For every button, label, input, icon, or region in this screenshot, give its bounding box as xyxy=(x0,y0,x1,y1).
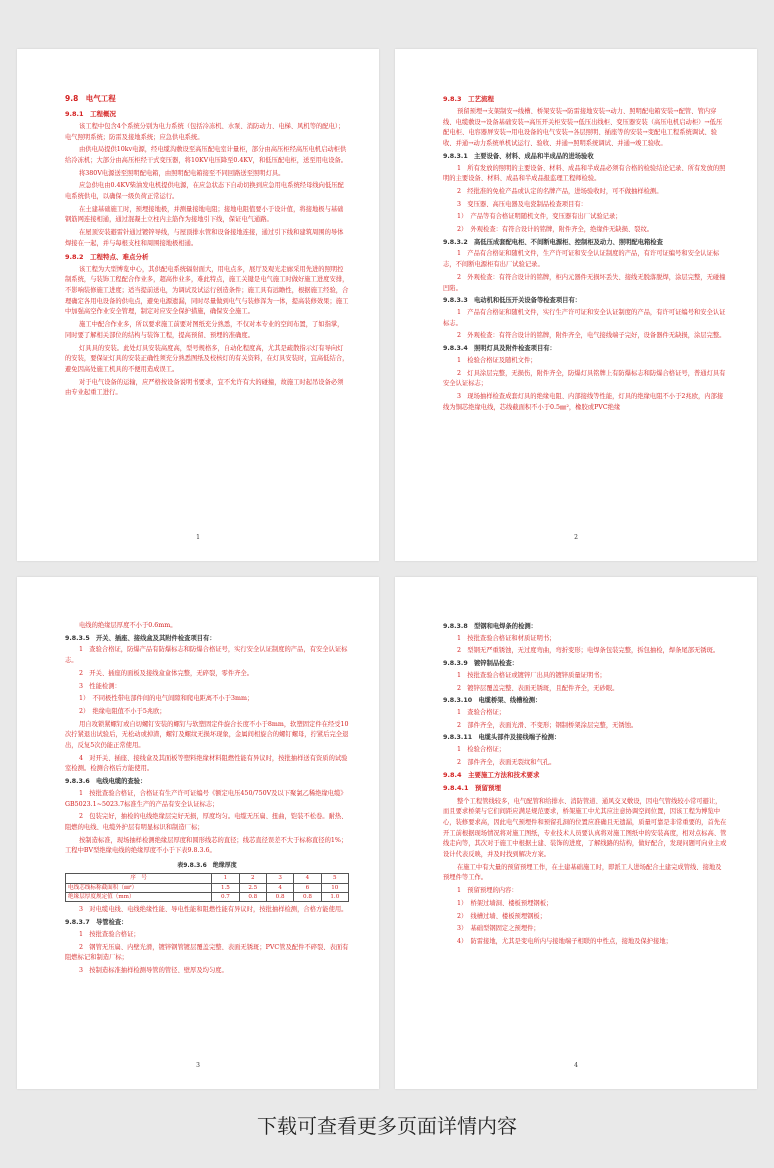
list-item: 2 外观检查：有符合设计的铭牌，柜内元器件无损坏丢失、接线无脱落脱焊，涂层完整，无碰撞凹陷。 xyxy=(443,273,726,292)
table-header-cell: 3 xyxy=(266,874,293,883)
table-cell: 2.5 xyxy=(239,883,266,892)
document-page-2 xyxy=(395,49,757,561)
list-item: 1 查验合格证，防爆产品有防爆标志和防爆合格证号，实行安全认证制度的产品，有安全认证标志。 xyxy=(65,646,348,665)
clause-heading: 9.8.3.6 电线电缆的查验： xyxy=(65,778,147,786)
document-page-4 xyxy=(395,577,757,1089)
table-header-row xyxy=(66,874,349,883)
document-page-3 xyxy=(17,577,379,1089)
list-item: 3 变压器、高压电器及电瓷制品检查项目有： xyxy=(457,200,587,208)
clause-heading: 9.8.3.9 镀锌制品检查： xyxy=(443,660,519,668)
paragraph: 对于电气设备的运输，应严格按设备说明书要求，宜不允许有大的碰撞，故施工时起吊设备必须由专业起重工进行。 xyxy=(65,378,344,397)
paragraph: 按制造标准，现场抽样检测绝缘层厚度和圆形线芯的直径；线芯直径误差不大于标称直径的1%；工程中BV型绝缘电线的绝缘厚度不小于下表9.8.3.6。 xyxy=(65,836,348,855)
clause-heading: 9.8.3.2 高低压成套配电柜、不间断电源柜、控制柜及动力、照明配电箱检查 xyxy=(443,238,663,246)
paragraph: 应急供电由0.4KV柴油发电机提供电源，在应急状态下自动切换到应急用电系统经母线向低压配电系统供电，以确保一级负荷正常运行。 xyxy=(65,182,344,201)
list-item: 1 预留预埋的内容： xyxy=(457,887,518,895)
list-item: 1 产品有合格证和随机文件，实行生产许可证和安全认证制度的产品，有许可证编号和安全认证标志。 xyxy=(443,309,726,327)
list-item: 3） 基础型钢固定之预埋件； xyxy=(457,925,540,933)
section-heading: 9.8 电气工程 xyxy=(65,94,116,103)
list-item: 2 灯具涂层完整，无损伤，附件齐全，防爆灯具铭牌上有防爆标志和防爆合格证号，普通灯具有安全认证标志； xyxy=(443,369,726,388)
document-page-1 xyxy=(17,49,379,561)
clause-heading: 9.8.3.7 导管检查： xyxy=(65,919,128,927)
table-header-cell: 2 xyxy=(239,874,266,883)
table-cell: 4 xyxy=(266,883,293,892)
list-item: 2 经批准的免检产品或认定的名牌产品，进场验收时，可不做抽样检测。 xyxy=(457,187,663,195)
table-row-label: 绝缘层厚度规定值（mm） xyxy=(66,893,212,902)
paragraph: 在施工中有大量的预留预埋工作，在土建基础施工时，即派工人进场配合土建完成管线、接地及预埋件等工作。 xyxy=(443,863,722,882)
clause-heading: 9.8.3.11 电缆头部件及接线端子检测： xyxy=(443,734,561,742)
table-cell: 6 xyxy=(294,883,321,892)
clause-heading: 9.8.3.3 电动机和低压开关设备等检查项目有： xyxy=(443,297,582,305)
subsection-heading: 9.8.2 工程特点、难点分析 xyxy=(65,252,149,261)
page-number: 3 xyxy=(196,1061,200,1069)
paragraph: 将380V电源送至照明配电箱，由照明配电箱接至不同回路送至照明灯具。 xyxy=(79,169,285,177)
subsection-heading: 9.8.1 工程概况 xyxy=(65,109,117,118)
page-content xyxy=(65,621,349,977)
clause-heading: 9.8.3.4 照明灯具及附件检查项目有： xyxy=(443,345,556,353)
list-item: 1 查验合格证； xyxy=(457,708,506,716)
paragraph: 由供电局提供10kv电源，经电缆沟敷设至高压配电室计量柜，部分由高压柜经高压电机启动柜供给冷冻机；大部分由高压柜经干式变压器，将10KV电压降至0.4KV，和低压配电柜，送至用电设备。 xyxy=(65,146,348,164)
paragraph: 整个工程管线较多，电气配管和给排水、消防管道、通风交叉敷设，因电气管线较小常可避让，而且要求桥架与它们间距应满足规范要求，桥架施工中尤其应注意协调空间位置，因该工程为博览中心，装修要求高，因此电气预埋件和预留孔洞的位置应准确且无遗漏，质量可靠是非常重要的，首先在开工前根据现场情况将对施工图纸，专业技术人员要认真将对施工图纸中的安装高度，相对点标高、管线走向等，其次对于施工中根据土建、装饰的进度，了解线路的结构，做好配合，发现问题可向业主或设计代表反映，并及时找到解决方案。 xyxy=(443,797,727,859)
clause-heading: 9.8.3.10 电缆桥架、线槽检测： xyxy=(443,697,542,705)
clause-heading: 9.8.3.8 型钢和电焊条的检测： xyxy=(443,623,537,630)
page-number: 4 xyxy=(574,1061,578,1069)
list-item: 1 按批查验合格证和材质证明书； xyxy=(457,634,556,642)
download-more-link[interactable]: 下载可查看更多页面详情内容 xyxy=(257,1114,517,1138)
page-content xyxy=(443,94,727,413)
table-caption: 表9.8.3.6 绝缘厚度 xyxy=(177,862,237,870)
list-item: 4 对开关、插座、接线盒及其面板等塑料绝缘材料阻燃性能有异议时，按批抽样送有资质的试验室检测。检测合格后方能使用。 xyxy=(65,754,348,773)
paragraph: 灯具具的安装。此处灯具安装高度高，型号规格多，自动化程度高，尤其是疏散指示灯有导向灯的安装，要保证灯具的安装正确性须充分熟悉图纸及校核灯的有关资料，在灯具安装时，宜高低结合，避免因高处施工机具的不便用造成误工。 xyxy=(65,344,349,373)
list-item: 3 按制造标准抽样检测导管的管径、壁厚及均匀度。 xyxy=(79,966,228,974)
page-content xyxy=(65,93,349,399)
list-item: 1 所有发放的照明的主要设备、材料、成品和半成品必须有合格的检验结论记录、所有发放的照明的主要设备、材料、成品和半成品报监理工程师检验。 xyxy=(443,164,726,183)
paragraph: 施工中配合作业多，所以要求施工前要对图纸充分熟悉，不仅对本专业的空间布置，了如指掌，同时要了解相关部位的结构与装饰工程，提高预留、预埋的准确度。 xyxy=(65,321,344,339)
table-cell: 1.5 xyxy=(212,883,239,892)
table-row-label: 电线芯线标称截面积（㎜²） xyxy=(66,883,212,892)
table-row xyxy=(66,883,349,892)
clause-heading: 9.8.3.1 主要设备、材料、成品和半成品的进场验收 xyxy=(443,152,594,160)
list-item: 3 现场抽样检查成套灯具的绝缘电阻、内部接线等性能，灯具的绝缘电阻不小于2兆欧，内部接线为铜芯绝缘电线，芯线截面积不小于0.5㎜²，橡胶或PVC绝缘 xyxy=(443,392,724,411)
paragraph: 电线的绝缘层厚度不小于0.6mm。 xyxy=(79,622,177,629)
table-header-cell: 5 xyxy=(321,874,348,883)
list-item: 2 型钢无严重锈蚀，无过度弯曲，弯折变形；电焊条包装完整，拆包抽检，焊条尾部无锈斑。 xyxy=(457,647,720,655)
subsection-heading: 9.8.4.1 预留预埋 xyxy=(443,784,501,793)
insulation-thickness-table xyxy=(65,873,349,902)
list-item: 2） 外观检查：有符合设计的铭牌，附件齐全，绝缘件无缺损、裂纹。 xyxy=(457,226,654,234)
paragraph: 用自攻锁紧螺钉或自切螺钉安装的螺钉与软塑固定件旋合长度不小于8mm，软塑固定件在经受10次拧紧退出试验后，无松动或掉渣，螺钉及螺纹无损坏现象，金属间相旋合的螺钉螺母，拧紧后完全退出，反复5次仍能正常使用。 xyxy=(65,720,349,750)
list-item: 2 开关、插座的面板及接线盒盒体完整，无碎裂，零件齐全。 xyxy=(79,669,254,677)
list-item: 3 对电缆电线、电线绝缘性能、导电性能和阻燃性能有异议时，按批抽样检测，合格方能使用。 xyxy=(79,906,348,914)
page-content xyxy=(443,622,727,948)
list-item: 4） 防雷接地，尤其是变电所内与接地端子相联的中性点，接地及保护接地； xyxy=(457,937,672,945)
list-item: 1） 产品等有合格证明随机文件，变压器有出厂试验记录； xyxy=(457,213,622,221)
paragraph: 预留预埋→支架制安→线槽、桥架安装→防雷接地安装→动力、照明配电箱安装→配管、管内穿线、电缆敷设→设备基础安装→高压开关柜安装→低压出线柜、变压器安装（高压电机启动柜）→低压配电柜、电容器屏安装→用电设备的电气安装→各层照明、插座等的安装→变配电工程系统调试、验收、并通→动力系统单机试运行、验收、并通→照明系统调试、并通→竣工验收。 xyxy=(443,108,723,148)
paragraph: 该工程为大型博览中心，其供配电系统辐射面大，用电点多，展厅及观光走廊采用先进的照明控制系统，与装饰工程配合作业多，超高作业多，难此特点，施工关键是电气施工时做好施工进度安排，不影响装修施工进度；适当提前送电，为调试及试运行创造条件；施工具有远瞻性，根据施工经验，合理确定各用电设备的供电点，避免电源遗漏，同时尽量做到电气与装修浑为一体，提高装修效果；施工中加强高空作业安全管理，制定对应安全保护措施，确保安全施工。 xyxy=(65,265,349,316)
list-item: 2 镀锌层覆盖完整、表面无锈斑，且配件齐全，无砂眼。 xyxy=(457,684,619,692)
list-item: 2 部件齐全，表面无裂纹和气孔。 xyxy=(457,758,556,766)
list-item: 1） 不同极性带电部件间的电气间隙和爬电距离不小于3mm； xyxy=(79,695,254,703)
table-cell: 0.7 xyxy=(212,893,239,902)
list-item: 2） 绝缘电阻值不小于5兆欧； xyxy=(79,707,166,715)
list-item: 1 检验合格证； xyxy=(457,746,506,754)
list-item: 2） 线槽过墙、楼板预埋钢板； xyxy=(457,912,547,920)
list-item: 1 按批查验合格证； xyxy=(79,930,140,938)
list-item: 2 外观检查：有符合设计的铭牌，附件齐全，电气接线端子完好，设备器件无缺损，涂层完整。 xyxy=(457,332,726,340)
table-cell: 0.8 xyxy=(266,893,293,902)
clause-heading: 9.8.3.5 开关、插座、接线盒及其附件检查项目有： xyxy=(65,634,216,642)
table-header-cell: 序 号 xyxy=(66,874,212,883)
list-item: 2 部件齐全，表面光滑、不变形；钢制桥架涂层完整，无锈蚀。 xyxy=(457,721,638,729)
paragraph: 该工程中包含4个系统分别为电力系统（包括冷冻机、水泵、消防动力、电梯、风机等的配电）；电气照明系统；防雷及接地系统；应急供电系统。 xyxy=(65,122,345,141)
table-cell: 1.0 xyxy=(321,893,348,902)
list-item: 1 按批查验合格证或镀锌厂出具的镀锌质量证明书； xyxy=(457,671,606,679)
table-header-cell: 1 xyxy=(212,874,239,883)
table-cell: 0.8 xyxy=(294,893,321,902)
list-item: 1） 桥架过墙洞、楼板预埋钢板； xyxy=(457,899,553,907)
list-item: 3 性能检测： xyxy=(79,682,121,690)
page-number: 1 xyxy=(196,533,200,541)
table-cell: 0.8 xyxy=(239,893,266,902)
list-item: 2 钢管无压扁、内壁光滑，镀锌钢管镀层覆盖完整、表面无锈斑；PVC管及配件不碎裂、表面有阻燃标记和制造厂标； xyxy=(65,943,349,962)
paragraph: 在屋顶安装避雷针通过镀锌导线，与屋顶排水管和设备接地连接，通过引下线和建筑周围的导体焊接在一起，并与每根支柱和周围接地极相通。 xyxy=(65,229,344,247)
list-item: 2 包装完好，抽检的电线绝缘层完好无损，厚度均匀。电缆无压扁、扭曲，铠装不松卷。耐热、阻燃的电线、电缆外护层有明显标识和制造厂标； xyxy=(65,813,348,831)
table-cell: 10 xyxy=(321,883,348,892)
table-header-cell: 4 xyxy=(294,874,321,883)
paragraph: 在土建基础施工时，预埋接地极，并测量接地电阻；接地电阻值要小于设计值，将接地极与基础钢筋网连接相通，通过混凝土立柱内主筋作为接地引下线，保证电气通路。 xyxy=(65,205,344,224)
subsection-heading: 9.8.3 工艺流程 xyxy=(443,95,495,103)
list-item: 1 产品有合格证和随机文件，生产许可证和安全认证制度的产品，有许可证编号和安全认证标志，不间断电源柜有出厂试验记录。 xyxy=(443,250,720,269)
page-number: 2 xyxy=(574,533,578,541)
subsection-heading: 9.8.4 主要施工方法和技术要求 xyxy=(443,771,540,780)
table-row xyxy=(66,893,349,902)
list-item: 1 检验合格证及随机文件； xyxy=(457,356,537,364)
list-item: 1 按批查验合格证，合格证有生产许可证编号《额定电压450/750V及以下聚氯乙稀绝缘电缆》GB5023.1~5023.7标准生产的产品有安全认证标志； xyxy=(65,789,347,808)
